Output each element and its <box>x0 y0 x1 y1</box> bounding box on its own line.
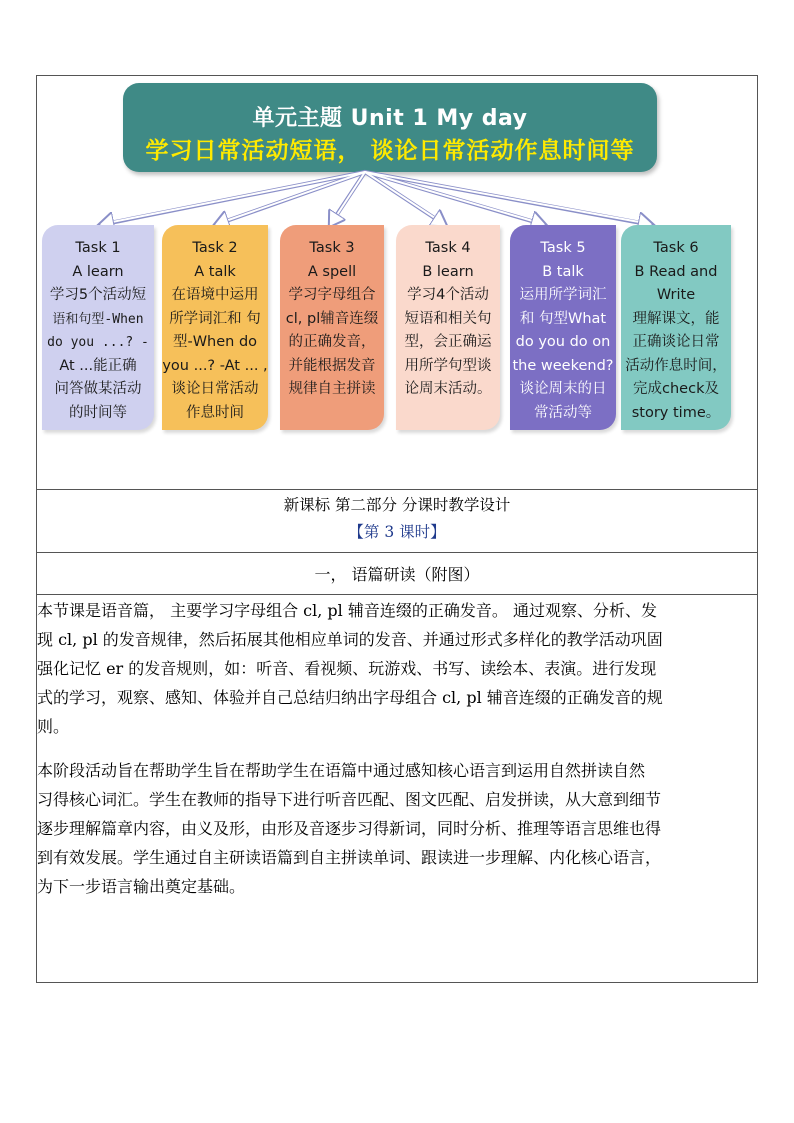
task-6-type: B Read and <box>634 263 718 280</box>
curriculum-header: 新课标 第二部分 分课时教学设计 <box>283 496 511 514</box>
task-4-desc: 学习4个活动 <box>407 287 489 303</box>
task-3-desc: cl, pl辅音连缀 <box>285 310 379 327</box>
task-6-desc: 理解课文，能 <box>632 310 720 327</box>
task-6-desc: 活动作息时间， <box>625 357 727 374</box>
paragraph-line: 本阶段活动旨在帮助学生旨在帮助学生在语篇中通过感知核心语言到运用自然拼读自然 <box>37 761 646 780</box>
task-5-name: Task 5 <box>540 240 586 256</box>
task-6-desc: story time。 <box>631 404 721 421</box>
paragraph-lesson-overview <box>37 596 758 741</box>
task-5-desc: the weekend? <box>512 357 614 374</box>
task-2-type: A talk <box>194 263 236 280</box>
task-3-desc: 规律自主拼读 <box>288 381 376 397</box>
task-4-name: Task 4 <box>425 240 471 256</box>
task-card-3 <box>280 225 384 430</box>
task-6-name: Task 6 <box>653 240 699 256</box>
task-3-desc: 并能根据发音 <box>288 357 376 374</box>
task-1-desc: 语和句型-When <box>52 311 144 327</box>
task-2-desc: 谈论日常活动 <box>171 381 259 397</box>
task-5-type: B talk <box>542 263 584 280</box>
task-5-desc: 运用所学词汇 <box>519 287 607 303</box>
task-3-name: Task 3 <box>309 240 355 256</box>
divider-body <box>36 594 758 595</box>
task-1-type: A learn <box>72 263 124 280</box>
task-1-desc: 问答做某活动 <box>54 381 142 397</box>
banner-subtitle: 学习日常活动短语， 谈论日常活动作息时间等 <box>145 138 635 164</box>
task-3-desc: 学习字母组合 <box>288 287 376 303</box>
unit-theme-banner <box>123 83 657 172</box>
task-1-desc: At ...能正确 <box>59 357 137 374</box>
task-2-desc: you ...? -At ... , <box>162 357 268 374</box>
section-title: 一， 语篇研读（附图） <box>314 565 480 584</box>
paragraph-line: 式的学习，观察、感知、体验并自己总结归纳出字母组合 cl, pl 辅音连缀的正确发音的规 <box>37 688 663 707</box>
task-6-desc: 正确谈论日常 <box>632 334 720 350</box>
task-5-desc: do you do on <box>515 334 611 350</box>
task-4-desc: 论周末活动。 <box>404 381 492 397</box>
paragraph-line: 本节课是语音篇， 主要学习字母组合 cl, pl 辅音连缀的正确发音。 通过观察、分析、发 <box>37 601 657 620</box>
task-5-desc: 和 句型What <box>519 310 607 327</box>
divider-header <box>36 489 758 490</box>
lesson-number: 【第 3 课时】 <box>348 523 446 541</box>
task-6-type: Write <box>656 287 696 303</box>
task-4-desc: 用所学句型谈 <box>404 357 492 374</box>
task-2-desc: 所学词汇和 句 <box>169 310 261 327</box>
task-1-name: Task 1 <box>75 240 121 256</box>
task-3-desc: 的正确发音， <box>288 334 376 350</box>
paragraph-line: 为下一步语言输出奠定基础。 <box>37 877 246 896</box>
task-4-desc: 短语和相关句 <box>404 310 492 327</box>
paragraph-line: 现 cl, pl 的发音规律，然后拓展其他相应单词的发音、并通过形式多样化的教学活动巩固 <box>37 630 663 649</box>
task-card-1 <box>42 225 154 430</box>
paragraph-line: 则。 <box>37 717 70 736</box>
task-1-desc: 学习5个活动短 <box>49 287 147 303</box>
task-4-type: B learn <box>422 263 474 280</box>
paragraph-line: 习得核心词汇。学生在教师的指导下进行听音匹配、图文匹配、启发拼读，从大意到细节 <box>37 790 662 809</box>
task-2-name: Task 2 <box>192 240 238 256</box>
task-2-desc: 在语境中运用 <box>171 287 259 303</box>
task-6-desc: 完成check及 <box>633 381 719 397</box>
task-5-desc: 常活动等 <box>534 404 592 421</box>
task-card-6 <box>621 225 731 430</box>
paragraph-activity-goals <box>37 756 758 901</box>
divider-section <box>36 552 758 553</box>
task-card-2 <box>162 225 268 430</box>
task-card-5 <box>510 225 616 430</box>
task-2-desc: 作息时间 <box>186 404 244 421</box>
task-5-desc: 谈论周末的日 <box>519 381 607 397</box>
banner-title: 单元主题 Unit 1 My day <box>252 106 528 131</box>
paragraph-line: 到有效发展。学生通过自主研读语篇到自主拼读单词、跟读进一步理解、内化核心语言， <box>37 848 662 867</box>
task-1-desc: 的时间等 <box>69 404 127 421</box>
task-card-4 <box>396 225 500 430</box>
task-1-desc: do you ...? - <box>47 335 149 350</box>
paragraph-line: 强化记忆 er 的发音规则，如：听音、看视频、玩游戏、书写、读绘本、表演。进行发现 <box>37 659 657 678</box>
task-4-desc: 型，会正确运 <box>404 334 492 350</box>
paragraph-line: 逐步理解篇章内容，由义及形，由形及音逐步习得新词，同时分析、推理等语言思维也得 <box>37 819 662 838</box>
task-3-type: A spell <box>307 263 357 280</box>
task-2-desc: 型-When do <box>172 334 258 350</box>
